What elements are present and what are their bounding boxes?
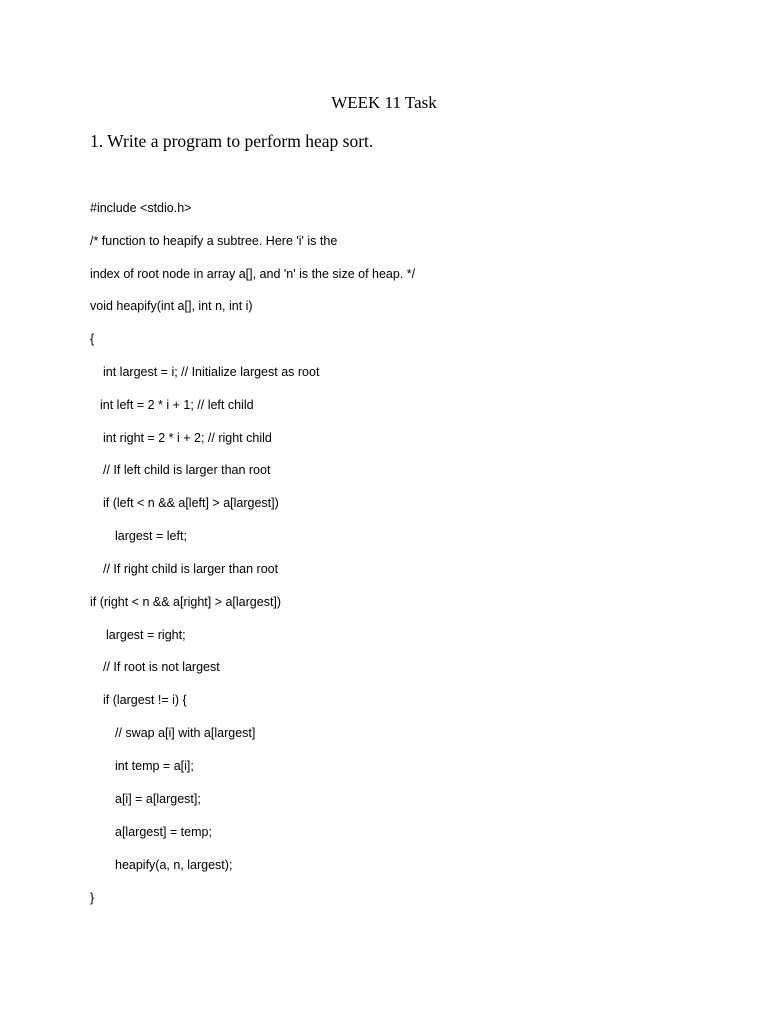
code-line: } — [90, 891, 95, 905]
code-line: int left = 2 * i + 1; // left child — [100, 398, 254, 412]
code-line: largest = left; — [115, 529, 187, 543]
code-line: a[largest] = temp; — [115, 825, 212, 839]
code-line: heapify(a, n, largest); — [115, 858, 233, 872]
code-line: int right = 2 * i + 2; // right child — [103, 431, 272, 445]
code-line: int largest = i; // Initialize largest as root — [103, 365, 320, 379]
code-line: int temp = a[i]; — [115, 759, 194, 773]
code-line: index of root node in array a[], and 'n' is the size of heap. */ — [90, 267, 416, 281]
document-title: WEEK 11 Task — [331, 93, 437, 112]
code-line: a[i] = a[largest]; — [115, 792, 201, 806]
code-line: if (largest != i) { — [103, 693, 187, 707]
code-line: { — [90, 332, 95, 346]
code-line: // swap a[i] with a[largest] — [115, 726, 256, 740]
code-line: if (right < n && a[right] > a[largest]) — [90, 595, 282, 609]
task-heading: 1. Write a program to perform heap sort. — [90, 131, 374, 151]
code-line: #include <stdio.h> — [90, 201, 192, 215]
code-line: // If left child is larger than root — [103, 463, 271, 477]
code-line: void heapify(int a[], int n, int i) — [90, 299, 253, 313]
code-line: /* function to heapify a subtree. Here 'i' is the — [90, 234, 338, 248]
code-line: // If right child is larger than root — [103, 562, 279, 576]
code-line: largest = right; — [106, 628, 186, 642]
code-line: // If root is not largest — [103, 660, 220, 674]
code-line: if (left < n && a[left] > a[largest]) — [103, 496, 279, 510]
